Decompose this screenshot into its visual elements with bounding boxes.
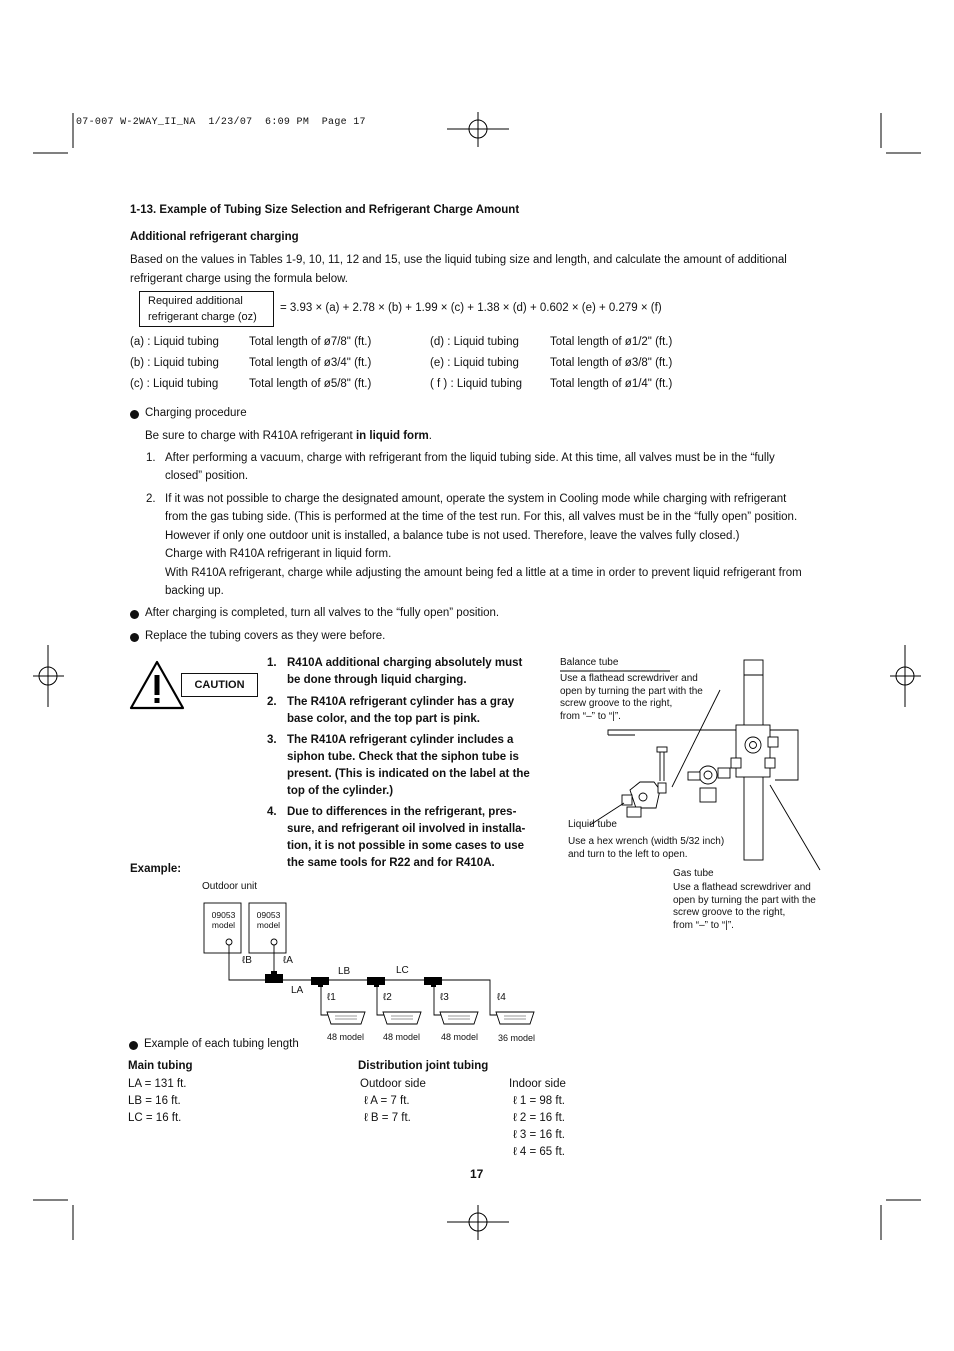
caution-item-line: sure, and refrigerant oil involved in installa- xyxy=(287,823,526,835)
indoor-unit-2-model: 48 model xyxy=(383,1032,421,1042)
procedure-note-post: . xyxy=(428,430,432,442)
balance-tube-title: Balance tube xyxy=(560,657,619,668)
indoor-side-label: Indoor side xyxy=(509,1078,566,1090)
branch-l4-label: ℓ4 xyxy=(497,992,506,1003)
unit-model: model xyxy=(211,920,236,930)
section-subtitle: Additional refrigerant charging xyxy=(130,231,299,243)
main-LB-label: LB xyxy=(338,966,351,977)
formula-expression: = 3.93 × (a) + 2.78 × (b) + 1.99 × (c) + 1.38 × (d) + 0.602 × (e) + 0.279 × (f) xyxy=(280,302,662,314)
indoor-side-l4: ℓ 4 = 65 ft. xyxy=(513,1146,565,1158)
step-2-line4: Charge with R410A refrigerant in liquid form. xyxy=(165,548,392,560)
legend-c-desc: Total length of ø5/8" (ft.) xyxy=(249,378,372,390)
note-line: screw groove to the right, xyxy=(560,698,673,710)
bullet-icon xyxy=(130,633,139,642)
caution-item-line: the same tools for R22 and for R410A. xyxy=(287,857,495,869)
note-line: open by turning the part with the xyxy=(560,685,703,697)
step-2-line6: backing up. xyxy=(165,585,224,597)
main-tubing-LA: LA = 131 ft. xyxy=(128,1078,187,1090)
outdoor-unit-1-label xyxy=(205,910,242,930)
note-line: and turn to the left to open. xyxy=(568,848,688,860)
liquid-tube-title: Liquid tube xyxy=(568,819,617,830)
outdoor-unit-label: Outdoor unit xyxy=(202,881,258,892)
bullet-icon xyxy=(129,1041,138,1050)
legend-e-desc: Total length of ø3/8" (ft.) xyxy=(550,357,673,369)
caution-item-line: be done through liquid charging. xyxy=(287,674,467,686)
legend-b-key: (b) : Liquid tubing xyxy=(130,357,219,369)
formula-box-line2: refrigerant charge (oz) xyxy=(148,311,257,323)
procedure-note-bold: in liquid form xyxy=(355,430,429,442)
unit-code: 09053 xyxy=(211,910,236,920)
gas-tube-title: Gas tube xyxy=(673,868,714,879)
caution-item-line: top of the cylinder.) xyxy=(287,785,394,797)
caution-item-line: R410A additional charging absolutely must xyxy=(287,657,523,669)
note-line: screw groove to the right, xyxy=(673,907,786,919)
replace-covers-note: Replace the tubing covers as they were before. xyxy=(145,630,386,642)
note-line: open by turning the part with the xyxy=(673,894,816,906)
lengths-bullet-text: Example of each tubing length xyxy=(144,1038,299,1050)
bullet-icon xyxy=(130,610,139,619)
note-line: Use a flathead screwdriver and xyxy=(560,673,698,684)
indoor-side-l2: ℓ 2 = 16 ft. xyxy=(513,1112,565,1124)
note-line: from “–” to “|”. xyxy=(673,920,734,932)
legend-b-desc: Total length of ø3/4" (ft.) xyxy=(249,357,372,369)
indoor-side-l1: ℓ 1 = 98 ft. xyxy=(513,1095,565,1107)
outdoor-unit-2-label xyxy=(250,910,287,930)
example-label: Example: xyxy=(130,863,182,875)
legend-a-key: (a) : Liquid tubing xyxy=(130,336,219,348)
formula-box xyxy=(139,291,274,327)
main-LC-label: LC xyxy=(396,965,409,976)
main-tubing-LB: LB = 16 ft. xyxy=(128,1095,181,1107)
procedure-note xyxy=(145,430,432,442)
branch-l3-label: ℓ3 xyxy=(440,992,449,1003)
caution-item-line: Due to differences in the refrigerant, pres- xyxy=(287,806,517,818)
legend-f-key: ( f ) : Liquid tubing xyxy=(430,378,523,390)
caution-item-line: siphon tube. Check that the siphon tube is xyxy=(287,751,519,763)
dist-tubing-title: Distribution joint tubing xyxy=(358,1060,489,1072)
outdoor-side-lA: ℓ A = 7 ft. xyxy=(364,1095,410,1107)
note-line: Use a hex wrench (width 5/32 inch) xyxy=(568,836,725,847)
piping-diagram xyxy=(195,895,555,1045)
section-title: 1-13. Example of Tubing Size Selection and Refrigerant Charge Amount xyxy=(130,204,520,216)
main-LA-label: LA xyxy=(291,985,304,996)
indoor-unit-1-model: 48 model xyxy=(327,1032,365,1042)
caution-item-number: 4. xyxy=(267,806,277,818)
note-line: from “–” to “|”. xyxy=(560,711,621,723)
caution-item-line: present. (This is indicated on the label at the xyxy=(287,768,530,780)
branch-lA-label: ℓA xyxy=(283,955,293,966)
caution-item-line: The R410A refrigerant cylinder includes a xyxy=(287,734,514,746)
valve-assembly-diagram xyxy=(560,655,820,865)
branch-lB-label: ℓB xyxy=(242,955,252,966)
intro-line-2: refrigerant charge using the formula below. xyxy=(130,273,348,285)
intro-line-1: Based on the values in Tables 1-9, 10, 11, 12 and 15, use the liquid tubing size and length, and calculate the amount of additional xyxy=(130,254,787,266)
step-2-line5: With R410A refrigerant, charge while adjusting the amount being fed a little at a time in order to prevent liquid refrigerant from xyxy=(165,567,802,579)
caution-item-line: The R410A refrigerant cylinder has a gray xyxy=(287,696,515,708)
legend-d-key: (d) : Liquid tubing xyxy=(430,336,519,348)
legend-c-key: (c) : Liquid tubing xyxy=(130,378,219,390)
legend-f-desc: Total length of ø1/4" (ft.) xyxy=(550,378,673,390)
procedure-note-pre: Be sure to charge with R410A refrigerant xyxy=(145,430,356,442)
indoor-side-l3: ℓ 3 = 16 ft. xyxy=(513,1129,565,1141)
legend-d-desc: Total length of ø1/2" (ft.) xyxy=(550,336,673,348)
step-1-number: 1. xyxy=(146,452,156,464)
main-tubing-title: Main tubing xyxy=(128,1060,193,1072)
caution-item-number: 3. xyxy=(267,734,277,746)
caution-item-number: 2. xyxy=(267,696,277,708)
step-1-line1: After performing a vacuum, charge with refrigerant from the liquid tubing side. At this time, all valves must be in the “fully xyxy=(165,452,775,464)
warning-triangle-icon xyxy=(129,660,185,712)
step-2-line1: If it was not possible to charge the designated amount, operate the system in Cooling mode while charging with refrigerant xyxy=(165,493,787,505)
legend-e-key: (e) : Liquid tubing xyxy=(430,357,519,369)
caution-label: CAUTION xyxy=(181,673,258,697)
step-2-line3: However if only one outdoor unit is installed, a balance tube is not used. Therefore, leave the valves fully closed.) xyxy=(165,530,740,542)
unit-model: model xyxy=(256,920,281,930)
note-line: Use a flathead screwdriver and xyxy=(673,882,811,893)
page-number: 17 xyxy=(470,1167,484,1181)
main-tubing-LC: LC = 16 ft. xyxy=(128,1112,182,1124)
gas-tube-note xyxy=(673,882,816,933)
legend-a-desc: Total length of ø7/8" (ft.) xyxy=(249,336,372,348)
after-charging-note: After charging is completed, turn all valves to the “fully open” position. xyxy=(145,607,500,619)
step-2-line2: from the gas tubing side. (This is performed at the time of the test run. For this, all valves must be in the “fully open” position. xyxy=(165,511,798,523)
step-2-number: 2. xyxy=(146,493,156,505)
outdoor-side-label: Outdoor side xyxy=(360,1078,426,1090)
print-slug: 07-007 W-2WAY_II_NA 1/23/07 6:09 PM Page 17 xyxy=(76,117,366,128)
branch-l2-label: ℓ2 xyxy=(383,992,392,1003)
caution-item-number: 1. xyxy=(267,657,277,669)
liquid-tube-note xyxy=(568,836,724,861)
outdoor-side-lB: ℓ B = 7 ft. xyxy=(364,1112,411,1124)
procedure-heading: Charging procedure xyxy=(145,407,247,419)
branch-l1-label: ℓ1 xyxy=(327,992,336,1003)
unit-code: 09053 xyxy=(256,910,281,920)
caution-item-line: tion, it is not possible in some cases to use xyxy=(287,840,525,852)
caution-item-line: base color, and the top part is pink. xyxy=(287,713,480,725)
formula-box-line1: Required additional xyxy=(148,295,243,307)
step-1-line2: closed” position. xyxy=(165,470,249,482)
indoor-unit-3-model: 48 model xyxy=(441,1032,479,1042)
indoor-unit-4-model: 36 model xyxy=(498,1033,536,1043)
bullet-icon xyxy=(130,410,139,419)
